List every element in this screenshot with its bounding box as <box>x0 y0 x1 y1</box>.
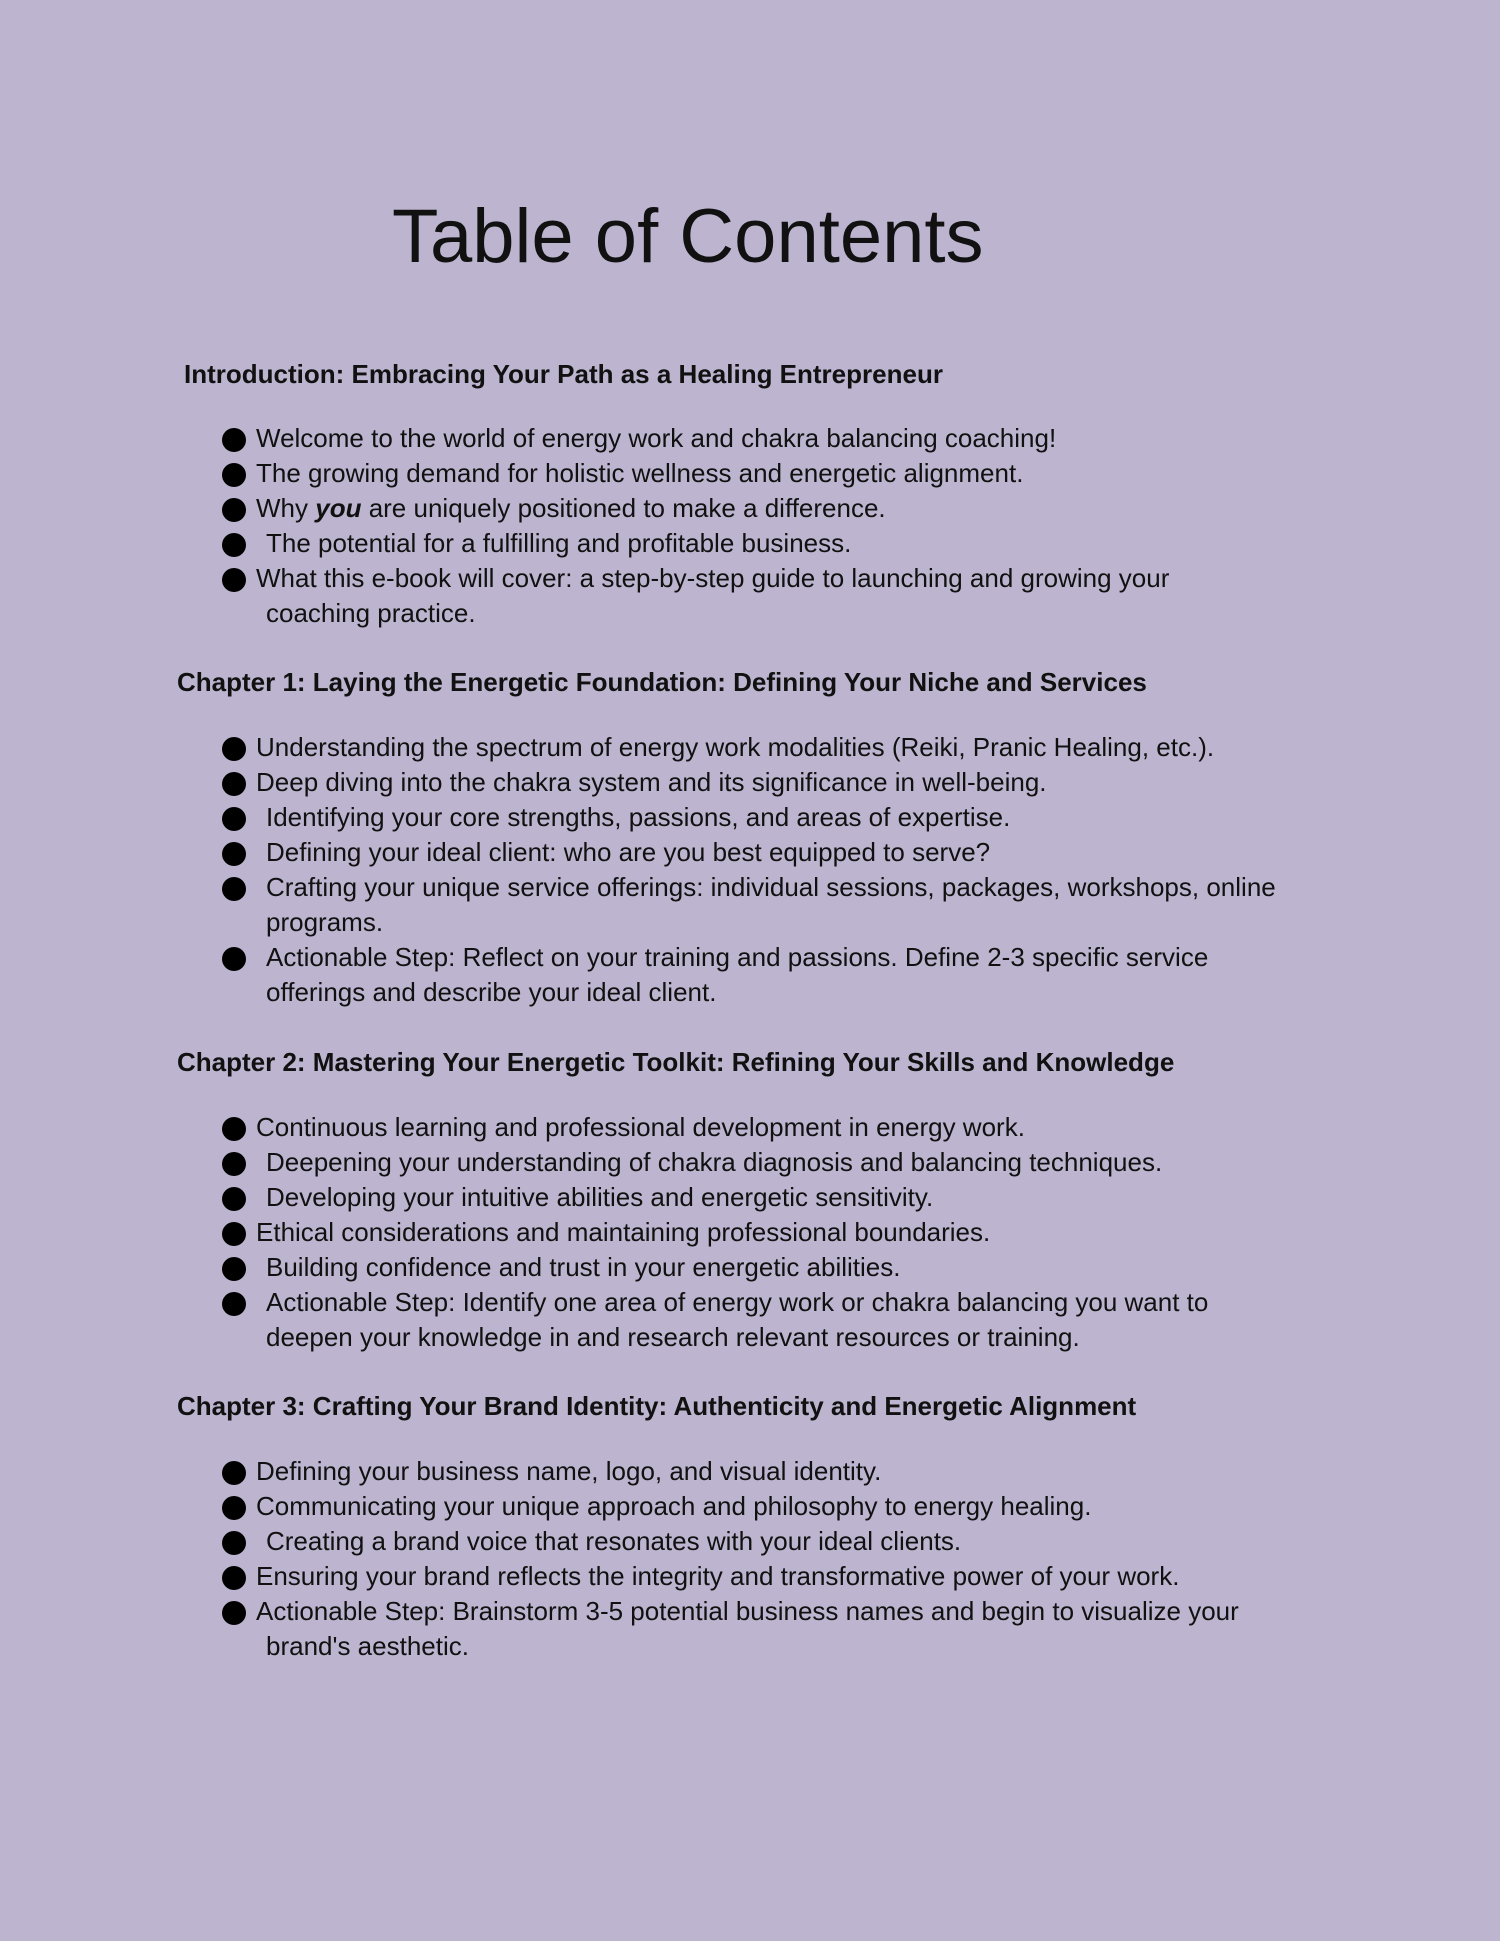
list-item: Welcome to the world of energy work and chakra balancing coaching! <box>222 421 1342 456</box>
bullet-icon <box>222 947 246 971</box>
list-item: Crafting your unique service offerings: individual sessions, packages, workshops, online programs. <box>222 870 1342 940</box>
bullet-icon <box>222 772 246 796</box>
bullet-icon <box>222 737 246 761</box>
bullet-icon <box>222 807 246 831</box>
bullet-list <box>222 1454 1342 1664</box>
section-heading: Chapter 1: Laying the Energetic Foundation: Defining Your Niche and Services <box>177 667 1147 697</box>
list-item: Understanding the spectrum of energy work modalities (Reiki, Pranic Healing, etc.). <box>222 730 1342 765</box>
bullet-icon <box>222 1257 246 1281</box>
list-item: The growing demand for holistic wellness and energetic alignment. <box>222 456 1342 491</box>
list-item: Actionable Step: Reflect on your training and passions. Define 2-3 specific service offerings and describe your ideal client. <box>222 940 1342 1010</box>
bullet-icon <box>222 842 246 866</box>
bullet-icon <box>222 568 246 592</box>
bullet-icon <box>222 1292 246 1316</box>
list-item: Ethical considerations and maintaining professional boundaries. <box>222 1215 1342 1250</box>
bullet-icon <box>222 1566 246 1590</box>
section-heading: Introduction: Embracing Your Path as a Healing Entrepreneur <box>184 359 943 389</box>
emphasis: you <box>315 493 362 523</box>
list-item: Why you are uniquely positioned to make a difference. <box>222 491 1342 526</box>
list-item: Actionable Step: Identify one area of energy work or chakra balancing you want to deepen your knowledge in and research relevant resources or training. <box>222 1285 1342 1355</box>
page-title: Table of Contents <box>392 194 984 279</box>
list-item: Actionable Step: Brainstorm 3-5 potential business names and begin to visualize your brand's aesthetic. <box>222 1594 1342 1664</box>
list-item: Identifying your core strengths, passions, and areas of expertise. <box>222 800 1342 835</box>
bullet-icon <box>222 428 246 452</box>
list-item: Creating a brand voice that resonates with your ideal clients. <box>222 1524 1342 1559</box>
bullet-icon <box>222 533 246 557</box>
list-item: Building confidence and trust in your energetic abilities. <box>222 1250 1342 1285</box>
bullet-icon <box>222 498 246 522</box>
list-item: Deepening your understanding of chakra diagnosis and balancing techniques. <box>222 1145 1342 1180</box>
bullet-icon <box>222 1601 246 1625</box>
list-item: Continuous learning and professional development in energy work. <box>222 1110 1342 1145</box>
bullet-icon <box>222 1152 246 1176</box>
bullet-icon <box>222 1531 246 1555</box>
bullet-icon <box>222 1187 246 1211</box>
bullet-icon <box>222 463 246 487</box>
bullet-list <box>222 421 1342 631</box>
bullet-icon <box>222 1117 246 1141</box>
list-item: Ensuring your brand reflects the integrity and transformative power of your work. <box>222 1559 1342 1594</box>
bullet-icon <box>222 1461 246 1485</box>
bullet-list <box>222 1110 1342 1355</box>
list-item: Defining your business name, logo, and visual identity. <box>222 1454 1342 1489</box>
list-item: Developing your intuitive abilities and energetic sensitivity. <box>222 1180 1342 1215</box>
section-heading: Chapter 3: Crafting Your Brand Identity: Authenticity and Energetic Alignment <box>177 1391 1137 1421</box>
list-item: Deep diving into the chakra system and its significance in well-being. <box>222 765 1342 800</box>
bullet-icon <box>222 1496 246 1520</box>
bullet-icon <box>222 877 246 901</box>
list-item: What this e-book will cover: a step-by-step guide to launching and growing your coaching practice. <box>222 561 1342 631</box>
list-item: Communicating your unique approach and philosophy to energy healing. <box>222 1489 1342 1524</box>
bullet-list <box>222 730 1342 1010</box>
list-item: Defining your ideal client: who are you best equipped to serve? <box>222 835 1342 870</box>
list-item: The potential for a fulfilling and profitable business. <box>222 526 1342 561</box>
bullet-icon <box>222 1222 246 1246</box>
section-heading: Chapter 2: Mastering Your Energetic Toolkit: Refining Your Skills and Knowledge <box>177 1047 1175 1077</box>
